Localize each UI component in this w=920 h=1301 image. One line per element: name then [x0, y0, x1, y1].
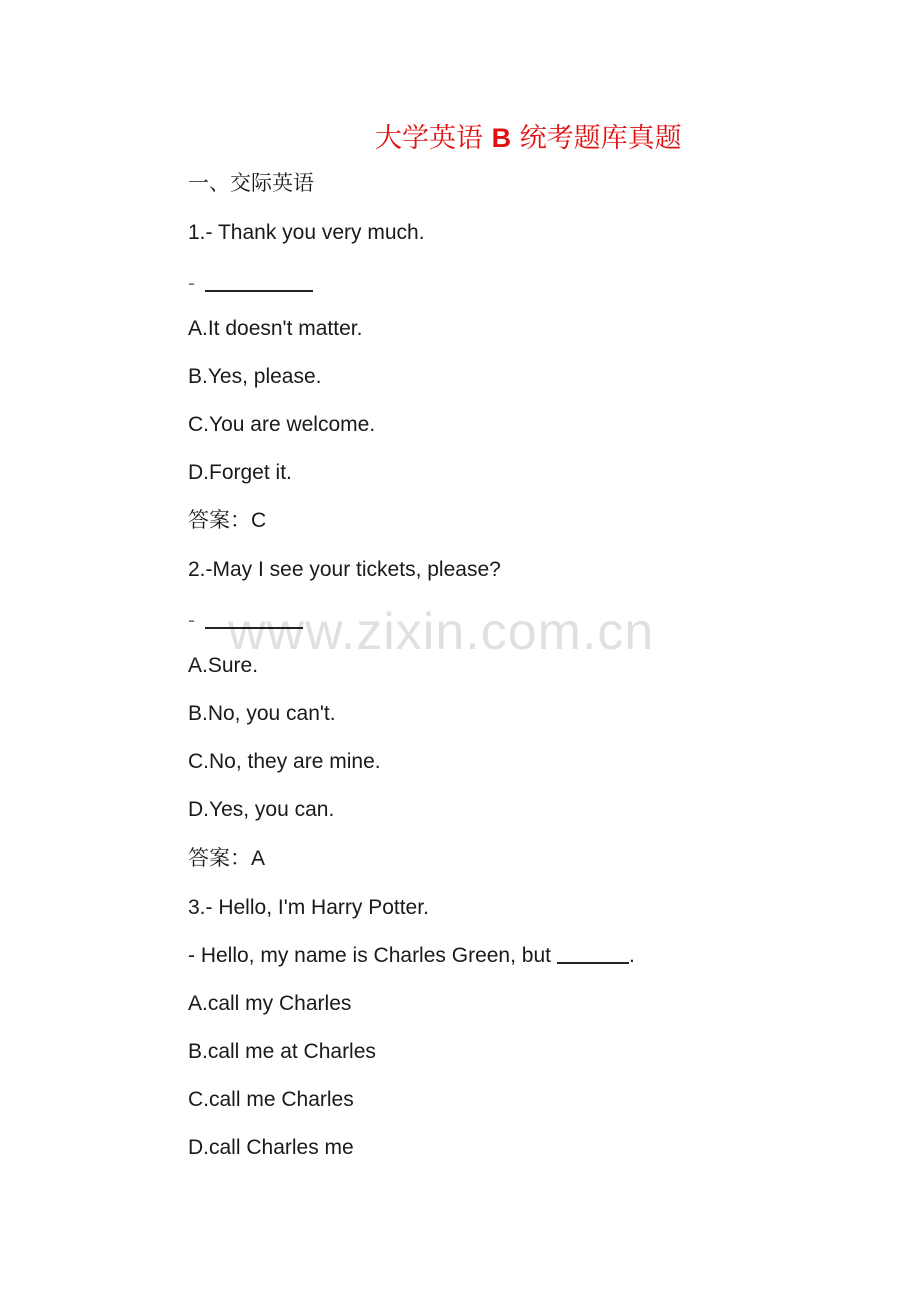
question-2-answer: 答案：A	[188, 847, 266, 870]
title-part-2: B	[491, 123, 512, 153]
question-2-option-d: D.Yes, you can.	[188, 798, 335, 821]
question-2-option-c: C.No, they are mine.	[188, 750, 381, 773]
answer-blank	[557, 962, 629, 964]
question-1-option-d: D.Forget it.	[188, 461, 292, 484]
question-1-option-a: A.It doesn't matter.	[188, 317, 363, 340]
watermark: www.zixin.com.cn	[228, 603, 655, 661]
reply-text: - Hello, my name is Charles Green, but	[188, 944, 551, 967]
question-2-option-a: A.Sure.	[188, 654, 259, 677]
question-2-option-b: B.No, you can't.	[188, 702, 336, 725]
question-1-reply	[188, 270, 313, 298]
question-1-option-b: B.Yes, please.	[188, 365, 322, 388]
question-1-option-c: C.You are welcome.	[188, 413, 376, 436]
title-part-3: 统考题库真题	[519, 123, 682, 154]
question-3-option-b: B.call me at Charles	[188, 1040, 376, 1063]
question-3-option-a: A.call my Charles	[188, 992, 352, 1015]
question-3-option-d: D.call Charles me	[188, 1136, 354, 1159]
question-2-stem: 2.-May I see your tickets, please?	[188, 558, 501, 581]
question-3-option-c: C.call me Charles	[188, 1088, 354, 1111]
question-1-answer: 答案：C	[188, 509, 267, 532]
document-title	[375, 116, 715, 155]
section-heading: 一、交际英语	[188, 171, 314, 195]
reply-dash: -	[188, 272, 195, 295]
answer-blank	[205, 290, 313, 292]
question-1-stem: 1.- Thank you very much.	[188, 221, 425, 244]
title-part-1: 大学英语	[375, 123, 483, 154]
reply-period: .	[628, 944, 635, 967]
question-3-reply	[188, 942, 635, 970]
question-3-stem: 3.- Hello, I'm Harry Potter.	[188, 896, 429, 919]
reply-dash: -	[188, 609, 195, 632]
